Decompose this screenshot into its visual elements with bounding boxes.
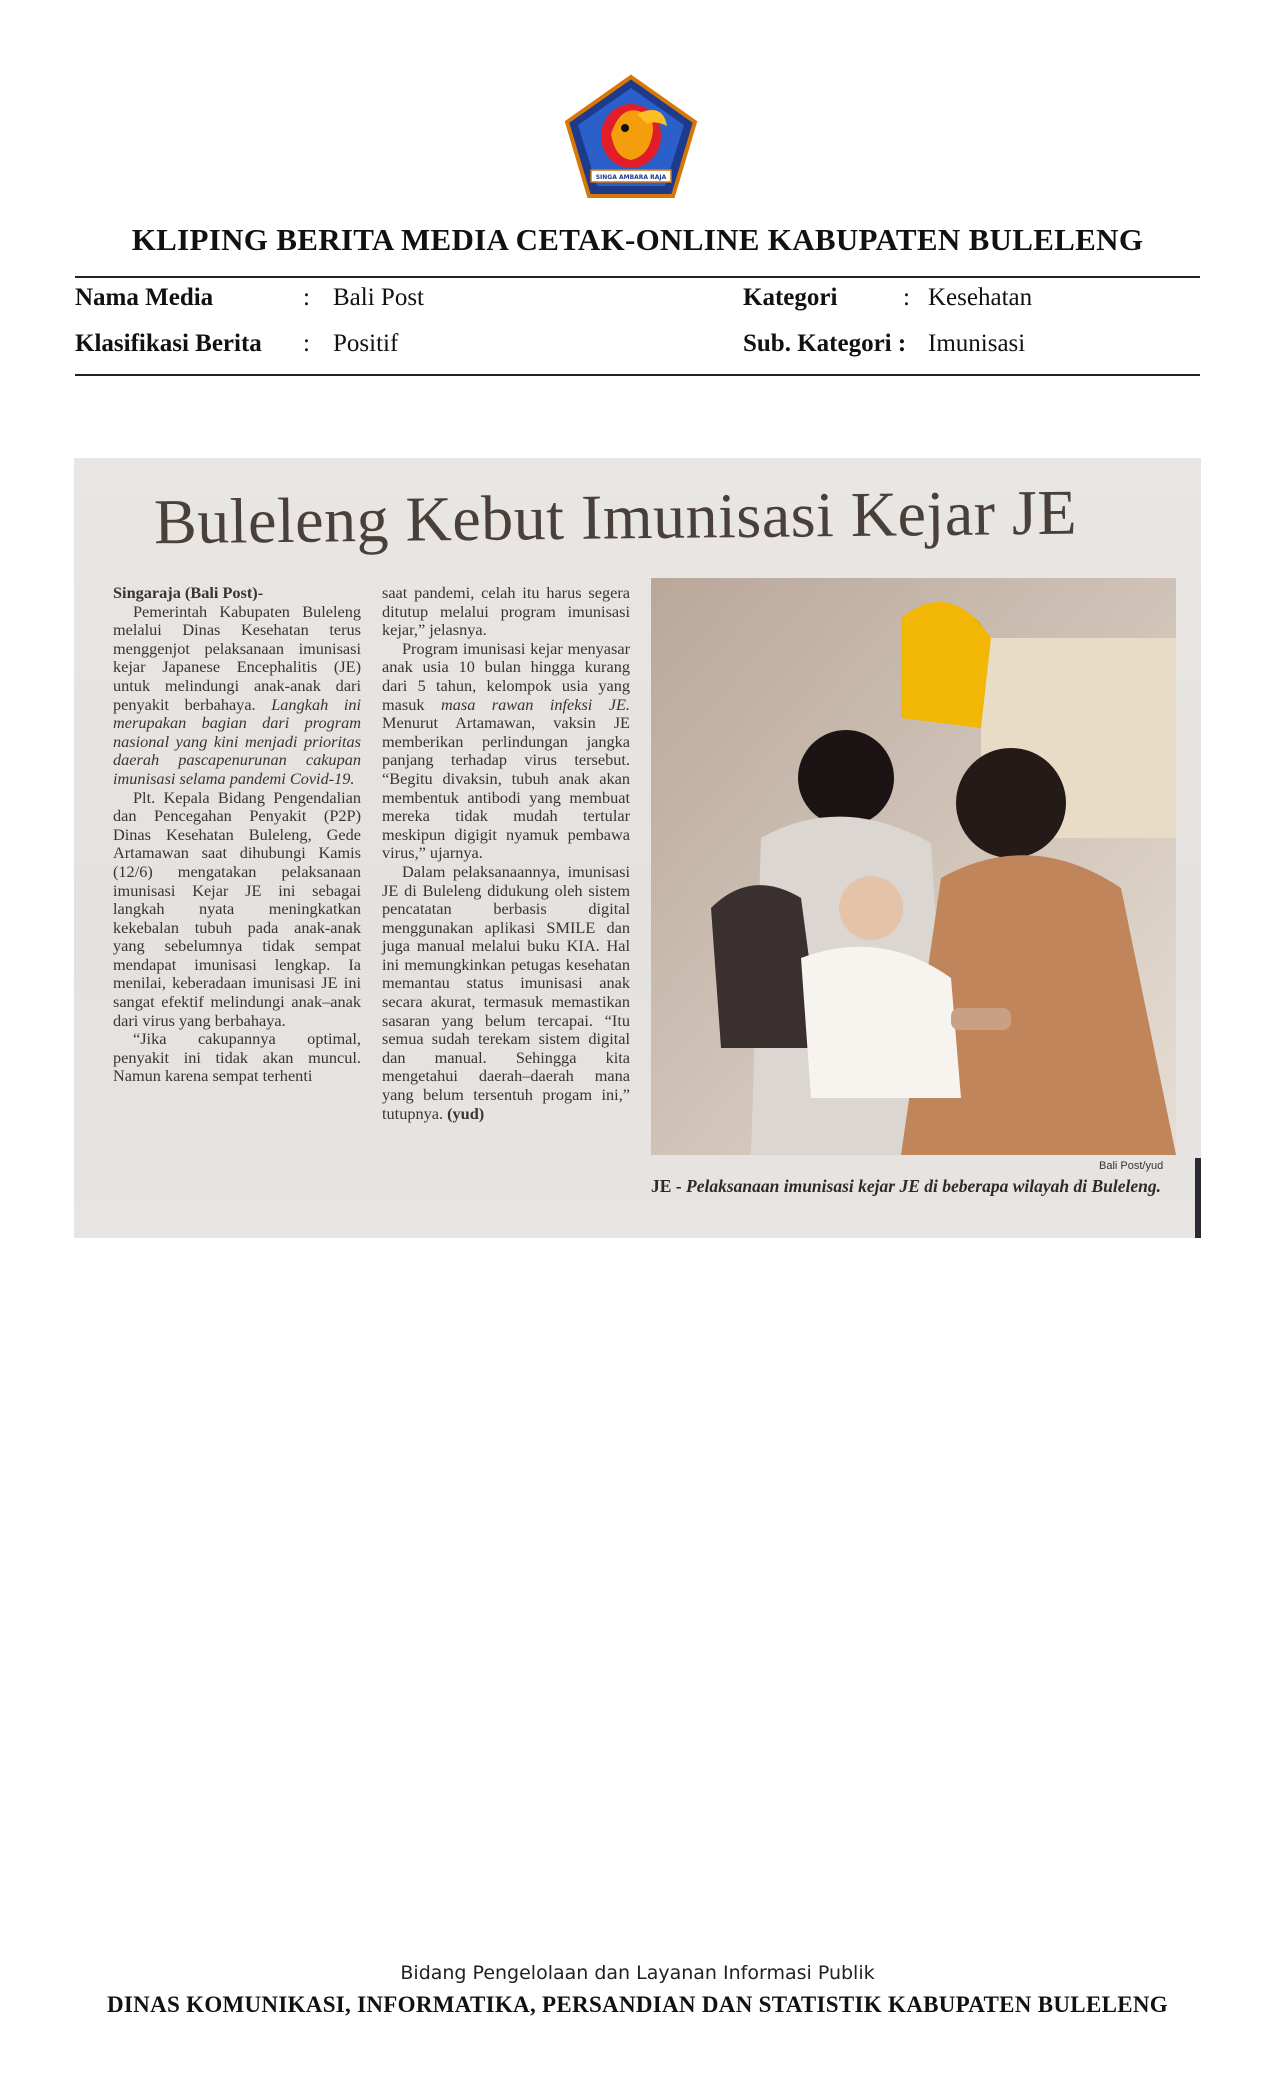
- news-clipping: [74, 458, 1201, 1238]
- col2-paragraph-2c: Menurut Artamawan, vaksin JE memberikan perlindungan jangka panjang terhadap virus tersebut. “Begitu divaksin, tubuh anak akan membentuk antibodi yang membuat mereka tidak mudah tertular meskipun digigit nyamuk pembawa virus,” ujarnya.: [382, 713, 630, 863]
- divider-bottom: [75, 374, 1200, 376]
- col1-paragraph-2: Plt. Kepala Bidang Pengendalian dan Pencegahan Penyakit (P2P) Dinas Kesehatan Buleleng, Gede Artamawan saat dihubungi Kamis (12/6) mengatakan pelaksanaan imunisasi Kejar JE ini sebagai langkah nyata meningkatkan kekebalan tubuh pada anak-anak yang sebelumnya tidak sempat mendapat imunisasi lengkap. Ia menilai, keberadaan imunisasi JE ini sangat efektif melindungi anak–anak dari virus yang berbahaya.: [113, 787, 361, 1030]
- footer-department: Bidang Pengelolaan dan Layanan Informasi Publik: [400, 1962, 875, 1984]
- klasifikasi-value: Positif: [333, 330, 399, 357]
- meta-row-1: [75, 284, 1200, 324]
- col1-paragraph-3: “Jika cakupannya optimal, penyakit ini tidak akan muncul. Namun karena sempat terhenti: [113, 1029, 361, 1086]
- article-column-1: [113, 584, 361, 1086]
- clipping-edge: [1195, 1158, 1201, 1238]
- klasifikasi-colon: :: [303, 330, 310, 357]
- col2-paragraph-2b: masa rawan infeksi JE.: [440, 694, 630, 714]
- kategori-label: Kategori: [743, 284, 838, 311]
- caption-lead: JE -: [651, 1176, 682, 1196]
- media-label: Nama Media: [75, 284, 214, 311]
- col2-paragraph-3: Dalam pelaksanaannya, imunisasi JE di Buleleng didukung oleh sistem pencatatan berbasis digital menggunakan aplikasi SMILE dan juga manual melalui buku KIA. Hal ini memungkinkan petugas kesehatan memantau status imunisasi anak secara akurat, termasuk memastikan sasaran yang belum tercapai. “Itu semua sudah terekam sistem digital dan manual. Sehingga kita mengetahui daerah–daerah mana yang belum tersentuh progam ini,” tutupnya.: [382, 861, 630, 1123]
- page-title: KLIPING BERITA MEDIA CETAK-ONLINE KABUPATEN BULELENG: [131, 222, 1144, 257]
- col2-paragraph-1: saat pandemi, celah itu harus segera ditutup melalui program imunisasi kejar,” jelasnya.: [382, 583, 630, 640]
- article-photo: [651, 578, 1176, 1155]
- col1-paragraph-1a: Pemerintah Kabupaten Buleleng melalui Dinas Kesehatan terus menggenjot pelaksanaan imunisasi kejar Japanese Encephalitis (JE) untuk melindungi anak-anak dari penyakit berbahaya.: [113, 601, 361, 714]
- logo-motto: SINGA AMBARA RAJA: [595, 174, 667, 181]
- divider-top: [75, 276, 1200, 278]
- subkategori-value: Imunisasi: [928, 330, 1026, 357]
- caption-text: Pelaksanaan imunisasi kejar JE di beberapa wilayah di Buleleng.: [686, 1176, 1161, 1196]
- media-value: Bali Post: [333, 284, 424, 311]
- col2-paragraph-2a: Program imunisasi kejar menyasar anak usia 10 bulan hingga kurang dari 5 tahun, kelompok usia yang masuk: [382, 638, 630, 714]
- article-column-2: [382, 584, 630, 1123]
- photo-caption: [651, 1176, 1176, 1196]
- meta-row-2: [75, 330, 1200, 370]
- footer-agency: DINAS KOMUNIKASI, INFORMATIKA, PERSANDIAN DAN STATISTIK KABUPATEN BULELENG: [107, 1992, 1168, 2017]
- subkategori-label: Sub. Kategori :: [743, 330, 907, 357]
- photo-credit: Bali Post/yud: [1099, 1160, 1164, 1172]
- kategori-colon: :: [903, 284, 910, 311]
- article-signoff: (yud): [447, 1103, 485, 1123]
- klasifikasi-label: Klasifikasi Berita: [75, 330, 262, 357]
- article-headline: Buleleng Kebut Imunisasi Kejar JE: [153, 476, 1078, 558]
- kategori-value: Kesehatan: [928, 284, 1033, 311]
- media-colon: :: [303, 284, 310, 311]
- col1-paragraph-1b: Langkah ini merupakan bagian dari program nasional yang kini menjadi prioritas daerah pascapenurunan cakupan imunisasi selama pandemi Covid-19.: [113, 694, 362, 788]
- buleleng-logo: [563, 74, 699, 200]
- article-dateline: Singaraja (Bali Post)-: [113, 583, 264, 602]
